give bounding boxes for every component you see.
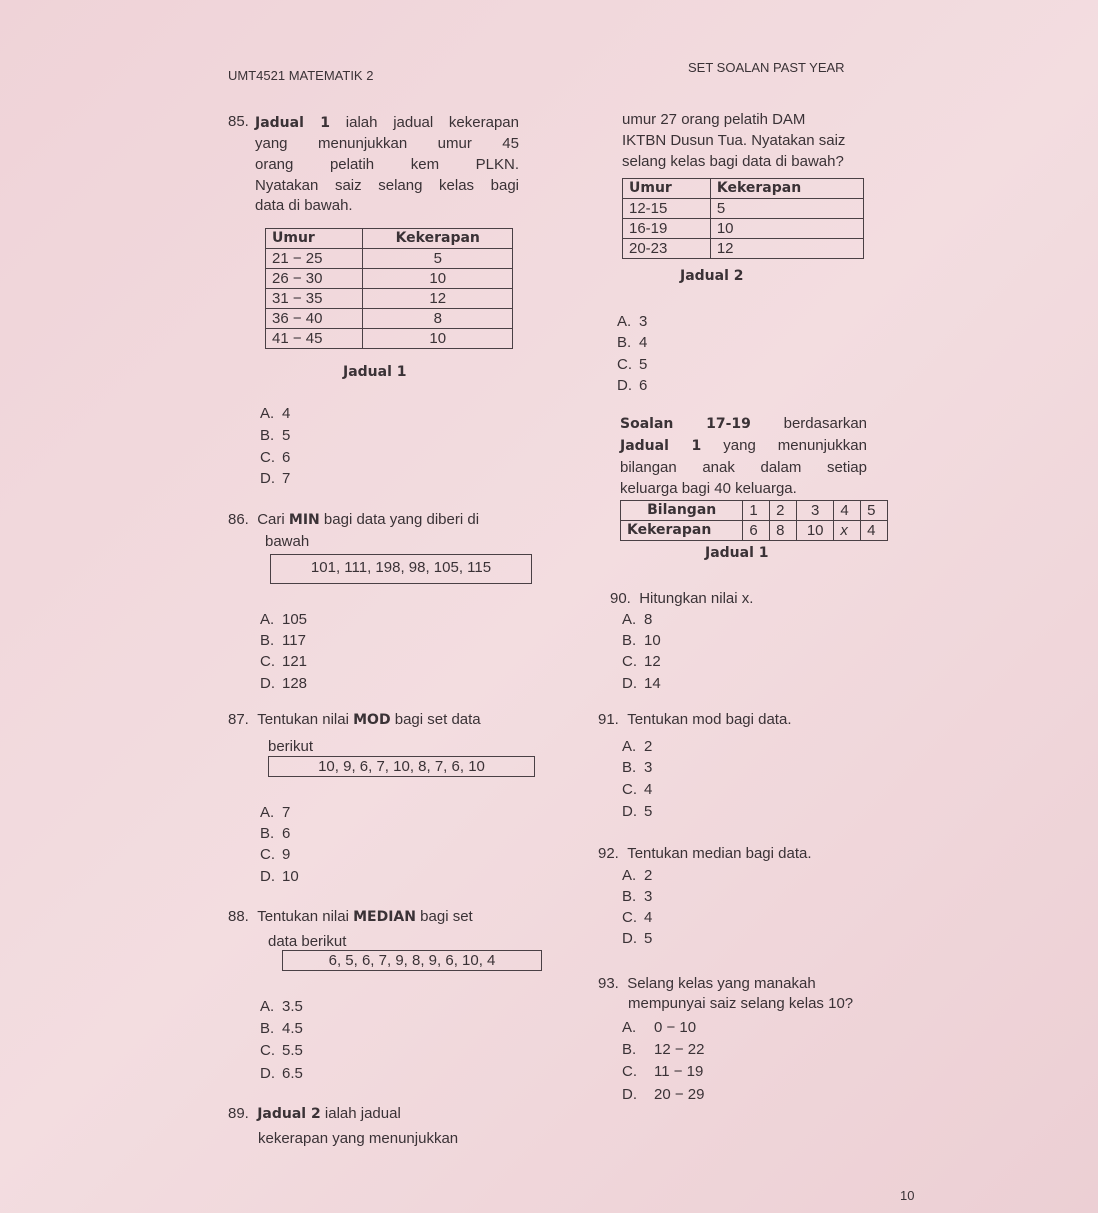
q91-question: 91. Tentukan mod bagi data. — [598, 711, 792, 728]
q88-question: 88. Tentukan nilai MEDIAN bagi set — [228, 908, 473, 925]
course-code: UMT4521 MATEMATIK 2 — [228, 68, 374, 83]
cell: 12-15 — [623, 199, 711, 219]
cell: 5 — [861, 501, 888, 521]
cell: 31 − 35 — [266, 289, 363, 309]
q86-option-d[interactable]: D. 128 — [260, 675, 308, 692]
cell: 21 − 25 — [266, 249, 363, 269]
table-row — [266, 329, 513, 349]
cell: 12 — [710, 239, 863, 259]
q91-option-d[interactable]: D. 5 — [622, 803, 653, 820]
cell: 10 — [363, 269, 513, 289]
cell: 36 − 40 — [266, 309, 363, 329]
q85-caption: Jadual 1 — [343, 364, 407, 380]
q92-option-c[interactable]: C. 4 — [622, 909, 653, 926]
q85-line1 — [255, 112, 519, 134]
set-title: SET SOALAN PAST YEAR — [688, 60, 845, 75]
cell: 12 — [363, 289, 513, 309]
q88-option-b[interactable]: B. 4.5 — [260, 1020, 303, 1037]
th: Kekerapan — [363, 229, 513, 249]
q87-question: 87. Tentukan nilai MOD bagi set data — [228, 711, 481, 728]
cell: 8 — [363, 309, 513, 329]
q88-option-d[interactable]: D. 6.5 — [260, 1065, 303, 1082]
q91-option-c[interactable]: C. 4 — [622, 781, 653, 798]
cell: 5 — [710, 199, 863, 219]
q89-question: 89. Jadual 2 ialah jadual — [228, 1105, 401, 1122]
q93-option-b[interactable]: B. 12 − 22 — [622, 1041, 705, 1058]
th: Kekerapan — [621, 521, 743, 541]
q90-option-a[interactable]: A. 8 — [622, 611, 653, 628]
q90-option-c[interactable]: C. 12 — [622, 653, 661, 670]
q89-option-b[interactable]: B. 4 — [617, 334, 648, 351]
q88-option-c[interactable]: C. 5.5 — [260, 1042, 303, 1059]
q87-option-c[interactable]: C. 9 — [260, 846, 291, 863]
cell: 20-23 — [623, 239, 711, 259]
q93-option-c[interactable]: C. 11 − 19 — [622, 1063, 704, 1080]
q93-line2: mempunyai saiz selang kelas 10? — [628, 995, 854, 1012]
q85-line2: yang menunjukkan umur 45 — [255, 135, 519, 152]
th: Bilangan — [621, 501, 743, 521]
table-row — [266, 289, 513, 309]
table-row — [266, 309, 513, 329]
q87-option-a[interactable]: A. 7 — [260, 804, 291, 821]
intro-line1: Soalan 17-19 berdasarkan — [620, 415, 868, 432]
cell: 3 — [797, 501, 834, 521]
q89-caption: Jadual 2 — [680, 268, 744, 284]
q92-option-b[interactable]: B. 3 — [622, 888, 653, 905]
q90-option-b[interactable]: B. 10 — [622, 632, 661, 649]
q89-line4: IKTBN Dusun Tua. Nyatakan saiz — [622, 132, 846, 149]
page-number: 10 — [900, 1188, 915, 1203]
table-row — [266, 249, 513, 269]
intro-caption: Jadual 1 — [705, 545, 769, 561]
intro-table — [620, 500, 888, 541]
q85-option-a[interactable]: A. 4 — [260, 405, 291, 422]
cell: 8 — [770, 521, 797, 541]
q88-option-a[interactable]: A. 3.5 — [260, 998, 303, 1015]
q88-data-box: 6, 5, 6, 7, 9, 8, 9, 6, 10, 4 — [282, 950, 542, 971]
cell: 10 — [363, 329, 513, 349]
q89-option-c[interactable]: C. 5 — [617, 356, 648, 373]
intro-line2: Jadual 1 yang menunjukkan — [620, 437, 867, 454]
q87-data-box: 10, 9, 6, 7, 10, 8, 7, 6, 10 — [268, 756, 535, 777]
table-row — [623, 199, 864, 219]
q93-option-a[interactable]: A. 0 − 10 — [622, 1019, 697, 1036]
q86-data-box: 101, 111, 198, 98, 105, 115 — [270, 554, 532, 584]
cell: 5 — [363, 249, 513, 269]
q89-line2: kekerapan yang menunjukkan — [258, 1130, 459, 1147]
intro-line4: keluarga bagi 40 keluarga. — [620, 480, 797, 497]
table-row — [623, 239, 864, 259]
q89-option-d[interactable]: D. 6 — [617, 377, 648, 394]
q86-option-a[interactable]: A. 105 — [260, 611, 308, 628]
table-row — [621, 521, 888, 541]
q85-text: ialah jadual kekerapan — [345, 114, 519, 131]
cell: 2 — [770, 501, 797, 521]
cell: 26 − 30 — [266, 269, 363, 289]
q85-line3: orang pelatih kem PLKN. — [255, 156, 519, 173]
q89-line3: umur 27 orang pelatih DAM — [622, 111, 806, 128]
q88-line2: data berikut — [268, 933, 347, 950]
cell: 10 — [797, 521, 834, 541]
q92-option-a[interactable]: A. 2 — [622, 867, 653, 884]
q85-line5: data di bawah. — [255, 197, 353, 214]
q85-line4: Nyatakan saiz selang kelas bagi — [255, 177, 519, 194]
q85-number: 85. — [228, 113, 249, 130]
q93-option-d[interactable]: D. 20 − 29 — [622, 1086, 705, 1103]
q85-option-d[interactable]: D. 7 — [260, 470, 291, 487]
table-row — [623, 219, 864, 239]
th: Kekerapan — [710, 179, 863, 199]
q87-line2: berikut — [268, 738, 314, 755]
q85-bold: Jadual 1 — [255, 115, 331, 131]
q85-table — [265, 228, 513, 349]
q87-option-d[interactable]: D. 10 — [260, 868, 299, 885]
q89-option-a[interactable]: A. 3 — [617, 313, 648, 330]
cell: 10 — [710, 219, 863, 239]
cell: x — [834, 521, 861, 541]
q89-table — [622, 178, 864, 259]
q86-option-b[interactable]: B. 117 — [260, 632, 306, 649]
q93-question: 93. Selang kelas yang manakah — [598, 975, 816, 992]
cell: 1 — [743, 501, 770, 521]
cell: 16-19 — [623, 219, 711, 239]
q91-option-a[interactable]: A. 2 — [622, 738, 653, 755]
q92-option-d[interactable]: D. 5 — [622, 930, 653, 947]
intro-line3: bilangan anak dalam setiap — [620, 459, 867, 476]
cell: 6 — [743, 521, 770, 541]
cell: 4 — [861, 521, 888, 541]
q86-line2: bawah — [265, 533, 310, 550]
th: Umur — [266, 229, 363, 249]
q86-question: 86. Cari MIN bagi data yang diberi di — [228, 511, 480, 528]
q92-question: 92. Tentukan median bagi data. — [598, 845, 812, 862]
q90-question: 90. Hitungkan nilai x. — [610, 590, 754, 607]
q87-option-b[interactable]: B. 6 — [260, 825, 291, 842]
table-row — [621, 501, 888, 521]
q85-option-b[interactable]: B. 5 — [260, 427, 291, 444]
cell: 41 − 45 — [266, 329, 363, 349]
th: Umur — [623, 179, 711, 199]
q89-line5: selang kelas bagi data di bawah? — [622, 153, 844, 170]
q85-option-c[interactable]: C. 6 — [260, 449, 291, 466]
q86-option-c[interactable]: C. 121 — [260, 653, 308, 670]
q90-option-d[interactable]: D. 14 — [622, 675, 661, 692]
table-row — [266, 269, 513, 289]
cell: 4 — [834, 501, 861, 521]
q91-option-b[interactable]: B. 3 — [622, 759, 653, 776]
